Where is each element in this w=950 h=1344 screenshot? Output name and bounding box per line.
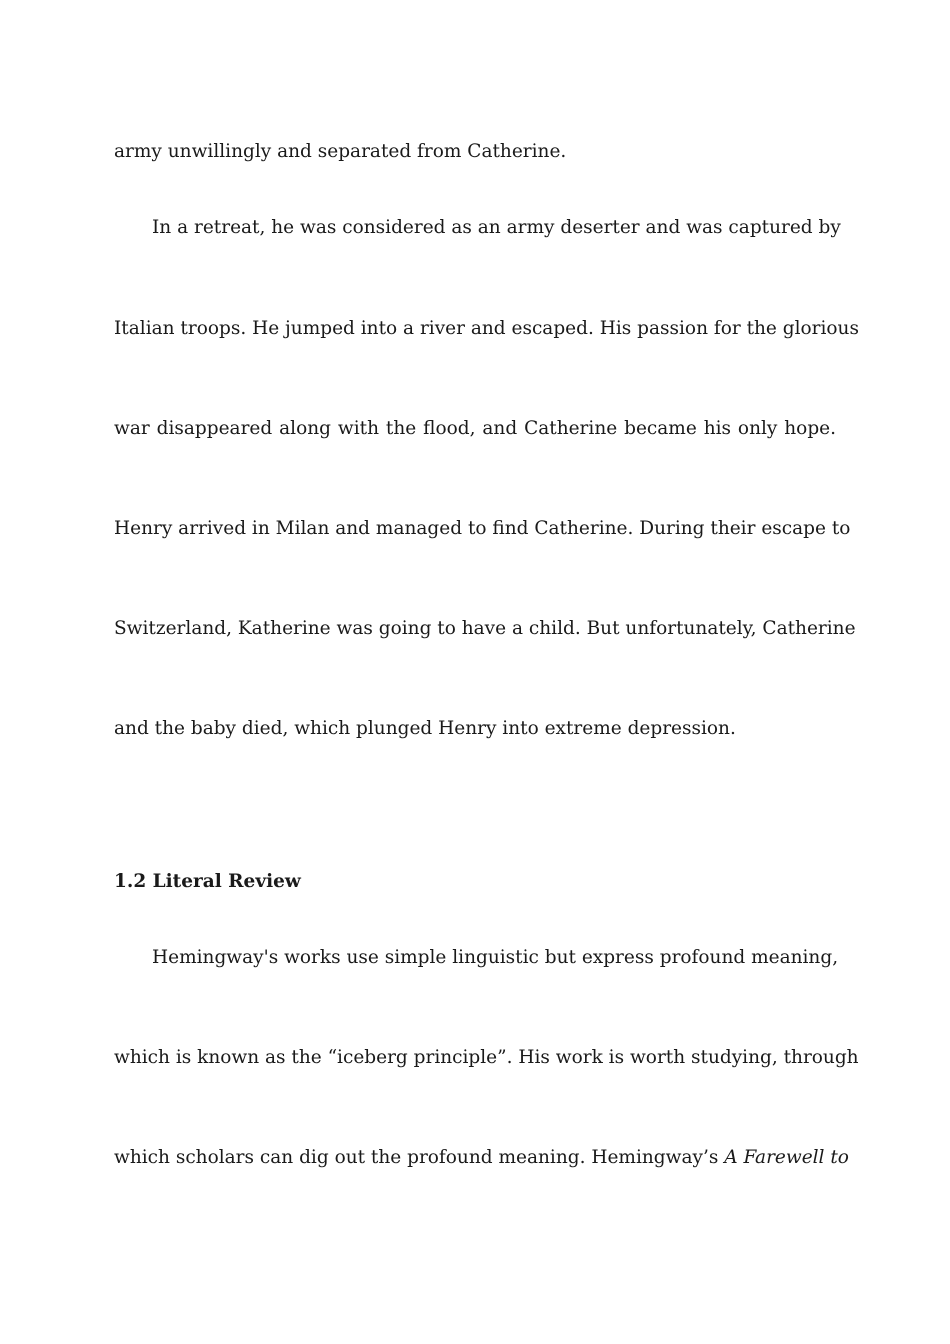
section-heading: 1.2 Literal Review — [114, 871, 301, 892]
paragraph-line: In a retreat, he was considered as an army deserter and was captured by — [152, 217, 841, 238]
continuation-line: army unwillingly and separated from Catherine. — [114, 141, 567, 162]
paragraph-line: Hemingway's works use simple linguistic but express profound meaning, — [152, 947, 839, 968]
paragraph-line: war disappeared along with the flood, and Catherine became his only hope. — [114, 418, 836, 439]
paragraph-line: Switzerland, Katherine was going to have a child. But unfortunately, Catherine — [114, 618, 856, 639]
paragraph-text: which scholars can dig out the profound meaning. Hemingway’s — [114, 1147, 725, 1168]
paragraph-line — [114, 1146, 849, 1170]
paragraph-line: Italian troops. He jumped into a river and escaped. His passion for the glorious — [114, 318, 859, 339]
paragraph-line: Henry arrived in Milan and managed to find Catherine. During their escape to — [114, 518, 851, 539]
book-title: A Farewell to — [724, 1147, 849, 1168]
paragraph-line: and the baby died, which plunged Henry into extreme depression. — [114, 718, 736, 739]
paragraph-line: which is known as the “iceberg principle”. His work is worth studying, through — [114, 1047, 859, 1068]
